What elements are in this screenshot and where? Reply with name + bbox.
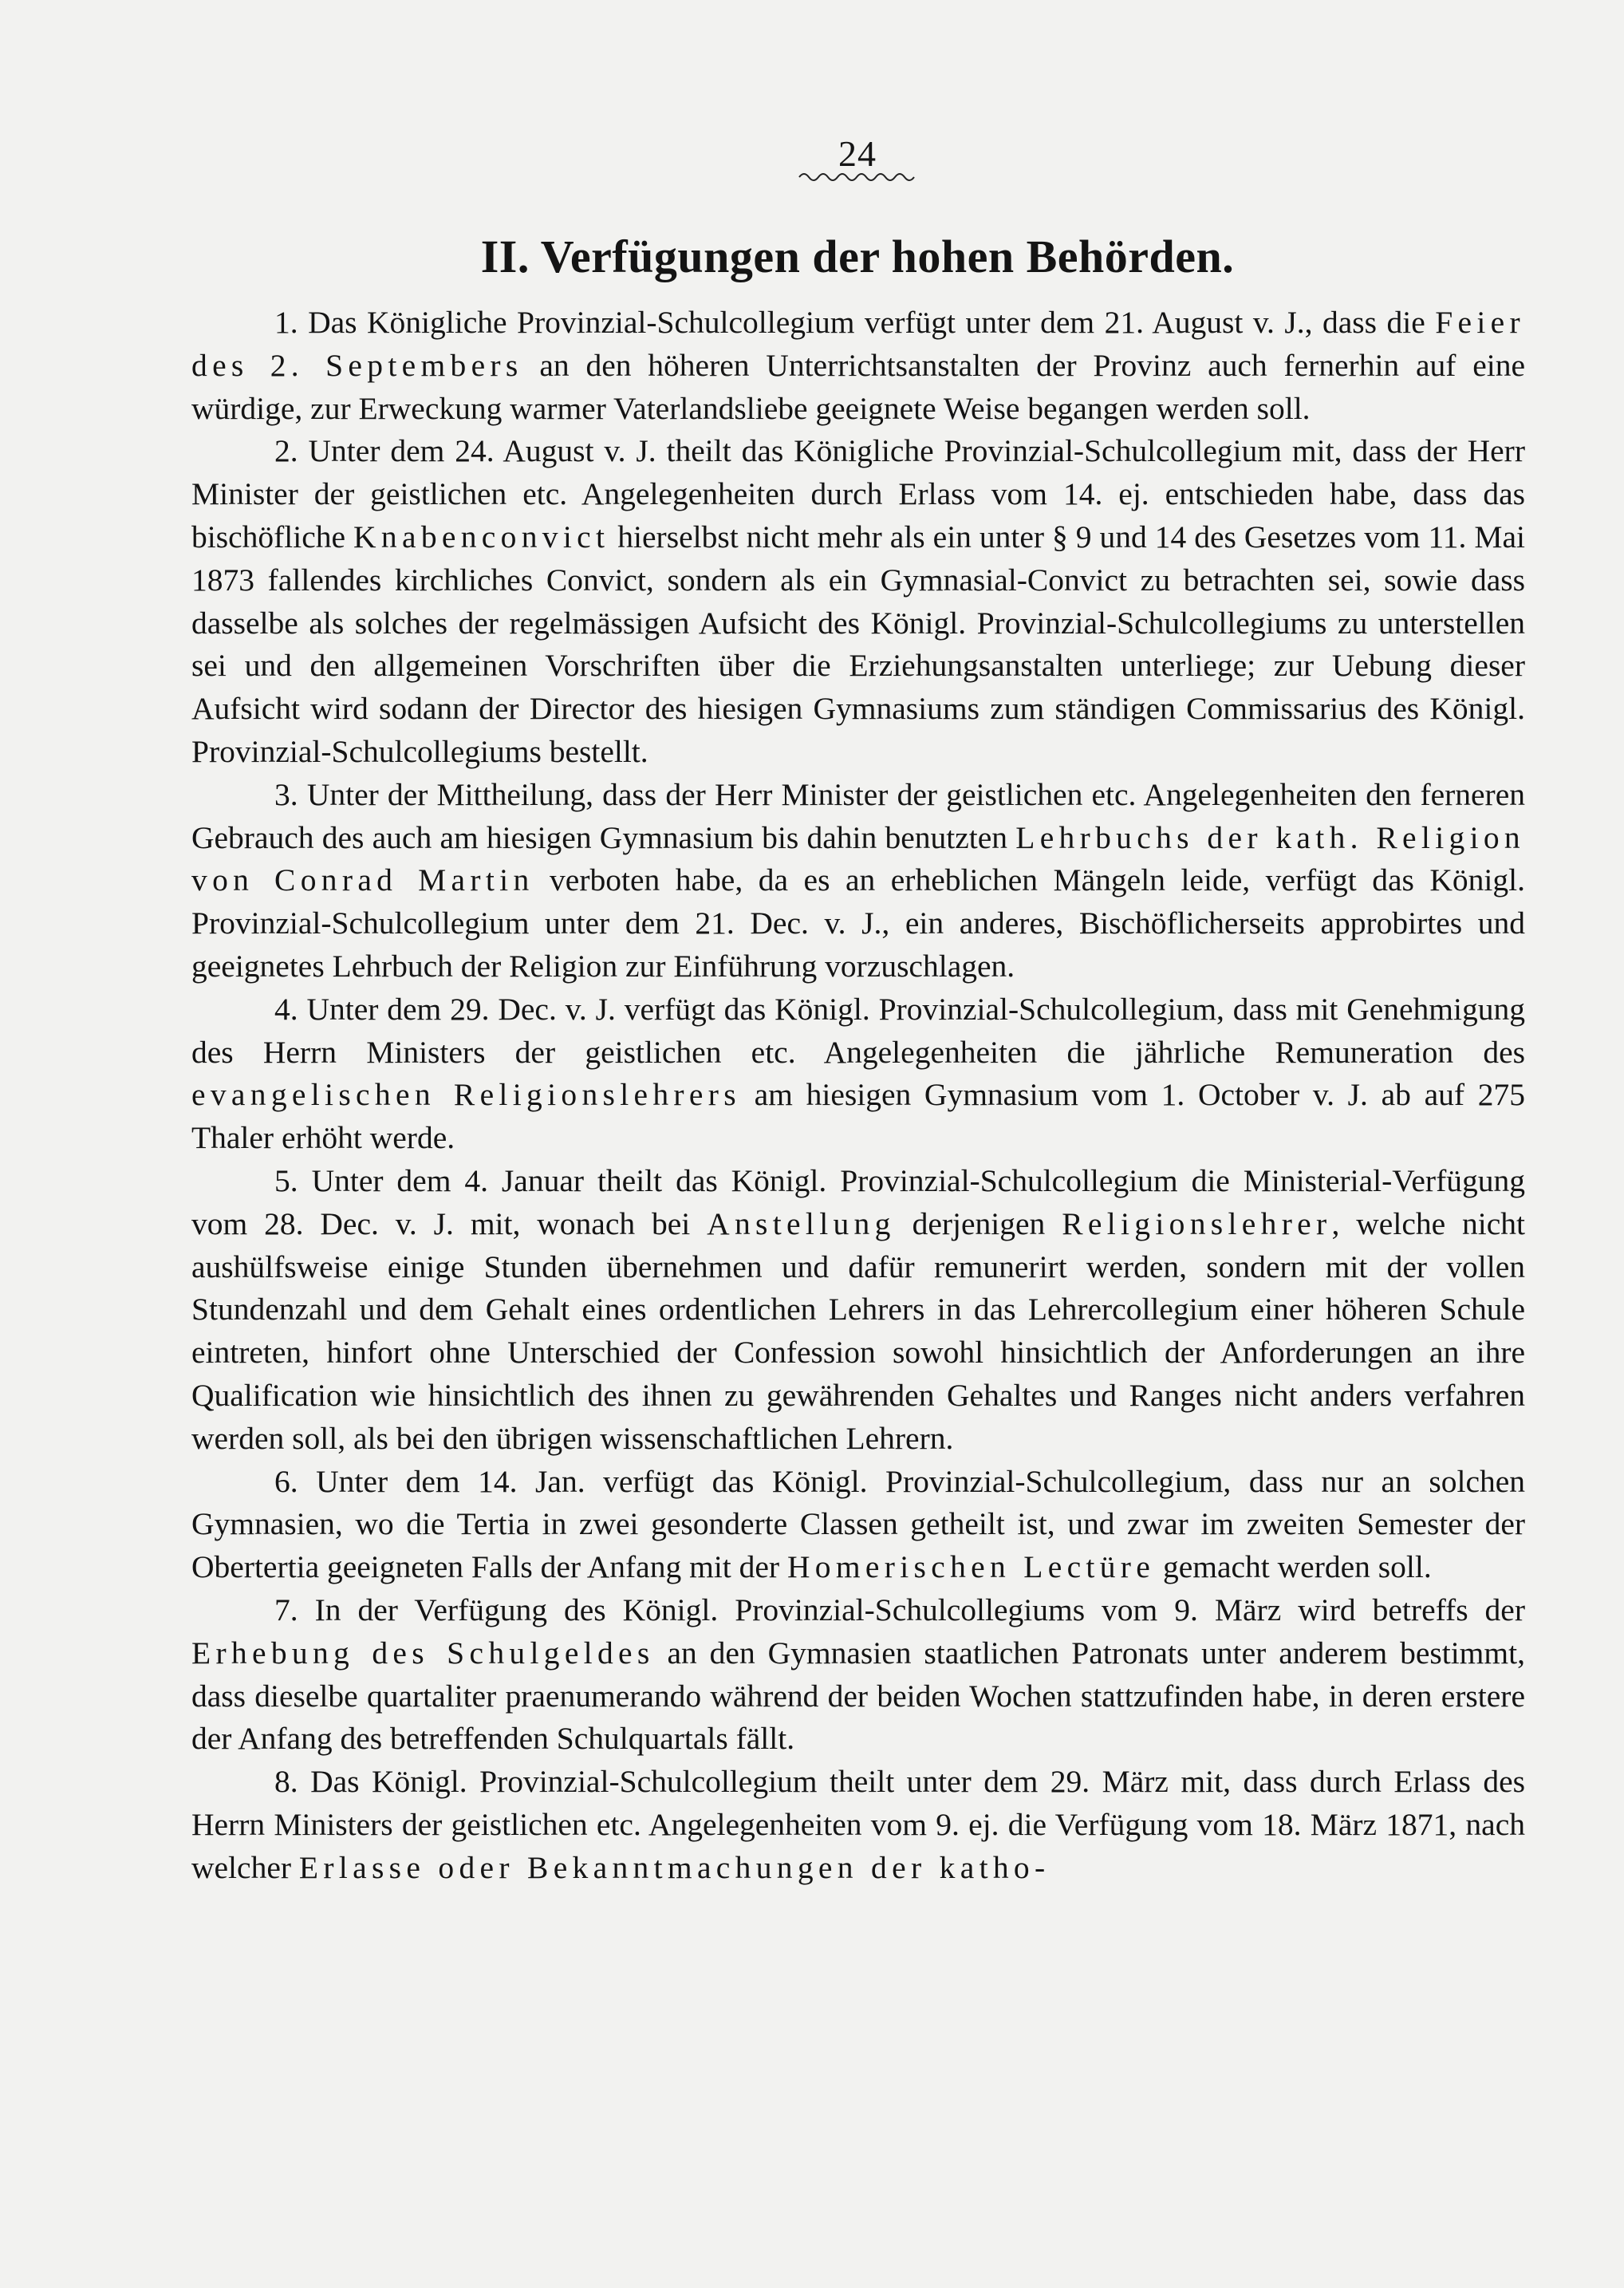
- text-run: Unter dem 14. Jan. verfügt das Königl. Provinzial-Schulcollegium, dass nur an solchen Gymnasien, wo die Tertia in zwei gesonderte Classen getheilt ist, und zwar im zweiten Semester der Obertertia geeigneten Falls der Anfang mit der: [191, 1463, 1526, 1585]
- paragraph-text: [191, 774, 1525, 988]
- paragraph-number: 4.: [274, 991, 307, 1027]
- text-run: derjenigen: [895, 1205, 1062, 1241]
- paragraph-number: 6.: [274, 1463, 317, 1499]
- paragraph: [191, 1761, 1525, 1889]
- paragraph: [191, 430, 1525, 773]
- text-run: hierselbst nicht mehr als ein unter § 9 und 14 des Gesetzes vom 11. Mai 1873 fallendes kirchliches Convict, sondern als ein Gymnasial-Convict zu betrachten sei, sowie dass dasselbe als solches der regelmässigen Aufsicht des Königl. Provinzial-Schulcollegiums zu unterstellen sei und den allgemeinen Vorschriften über die Erziehungsanstalten unterliege; zur Uebung dieser Aufsicht wird sodann der Director des hiesigen Gymnasiums zum ständigen Commissarius des Königl. Provinzial-Schulcollegiums bestellt.: [191, 519, 1526, 769]
- paragraph: [191, 302, 1525, 430]
- body-text: [191, 302, 1525, 1889]
- text-run: Unter dem 24. August v. J. theilt das Königliche Provinzial-Schulcollegium mit, dass der Herr Minister der geistlichen etc. Angelegenheiten durch Erlass vom 14. ej. entschieden habe, dass das bischöfliche: [191, 433, 1525, 554]
- paragraph-number: 3.: [274, 776, 307, 812]
- paragraph-number: 5.: [274, 1162, 312, 1198]
- paragraph-number: 7.: [274, 1592, 315, 1627]
- paragraph-text: [191, 430, 1525, 773]
- spaced-emphasis: Religionslehrer: [1062, 1205, 1332, 1241]
- spaced-emphasis: Homerischen Lectüre: [786, 1549, 1156, 1585]
- text-run: verboten habe, da es an erheblichen Mängeln leide, verfügt das Königl. Provinzial-Schulcollegium unter dem 21. Dec. v. J., ein anderes, Bischöflicherseits approbirtes und geeignetes Lehrbuch der Religion zur Einführung vorzuschlagen.: [191, 862, 1525, 984]
- text-run: gemacht werden soll.: [1155, 1549, 1432, 1585]
- text-run: Das Königliche Provinzial-Schulcollegium verfügt unter dem 21. August v. J., dass die: [308, 305, 1436, 340]
- text-run: , welche nicht aushülfsweise einige Stunden übernehmen und dafür remunerirt werden, sondern mit der vollen Stundenzahl und dem Gehalt eines ordentlichen Lehrers in das Lehrercollegium einer höheren Schule eintreten, hinfort ohne Unterschied der Confession sowohl hinsichtlich der Anforderungen an ihre Qualification wie hinsichtlich des ihnen zu gewährenden Gehaltes und Ranges nicht anders verfahren werden soll, als bei den übrigen wissenschaftlichen Lehrern.: [191, 1205, 1525, 1456]
- text-run: am hiesigen Gymnasium vom 1. October v. J. ab auf 275 Thaler erhöht werde.: [191, 1077, 1525, 1156]
- paragraph-text: [191, 1761, 1525, 1889]
- spaced-emphasis: evangelischen Religionslehrers: [191, 1077, 741, 1113]
- spaced-emphasis: Erlasse oder Bekanntmachungen der katho-: [298, 1849, 1050, 1885]
- paragraph-number: 2.: [274, 433, 309, 469]
- text-run: Unter dem 4. Januar theilt das Königl. Provinzial-Schulcollegium die Ministerial-Verfügung vom 28. Dec. v. J. mit, wonach bei: [191, 1162, 1525, 1241]
- text-run: an den Gymnasien staatlichen Patronats unter anderem bestimmt, dass dieselbe quartaliter praenumerando während der beiden Wochen stattzufinden habe, in deren erstere der Anfang des betreffenden Schulquartals fällt.: [191, 1635, 1525, 1757]
- paragraph: [191, 1160, 1525, 1461]
- paragraph-text: [191, 1589, 1525, 1761]
- spaced-emphasis: Feier des 2. Septembers: [191, 305, 1526, 383]
- paragraph-text: [191, 1461, 1525, 1589]
- wavy-rule-ornament: [798, 168, 917, 185]
- paragraph-number: 8.: [274, 1764, 311, 1800]
- text-run: an den höheren Unterrichtsanstalten der Provinz auch fernerhin auf eine würdige, zur Erweckung warmer Vaterlandsliebe geeignete Weise begangen werden soll.: [191, 347, 1525, 426]
- paragraph: [191, 1461, 1525, 1589]
- text-run: Unter dem 29. Dec. v. J. verfügt das Königl. Provinzial-Schulcollegium, dass mit Genehmigung des Herrn Ministers der geistlichen etc. Angelegenheiten die jährliche Remuneration des: [191, 991, 1525, 1070]
- paragraph: [191, 1589, 1525, 1761]
- paragraph-text: [191, 1160, 1525, 1461]
- text-run: In der Verfügung des Königl. Provinzial-Schulcollegiums vom 9. März wird betreffs der: [314, 1592, 1525, 1627]
- paragraph-text: [191, 988, 1525, 1160]
- spaced-emphasis: Knabenconvict: [353, 519, 610, 554]
- spaced-emphasis: Anstellung: [707, 1205, 896, 1241]
- text-run: Das Königl. Provinzial-Schulcollegium theilt unter dem 29. März mit, dass durch Erlass des Herrn Ministers der geistlichen etc. Angelegenheiten vom 9. ej. die Verfügung vom 18. März 1871, nach welcher: [191, 1764, 1526, 1885]
- paragraph: [191, 988, 1525, 1160]
- paragraph: [191, 774, 1525, 988]
- spaced-emphasis: Lehrbuchs der kath. Religion von Conrad Martin: [191, 819, 1525, 898]
- paragraph-text: [191, 302, 1525, 430]
- text-run: Unter der Mittheilung, dass der Herr Minister der geistlichen etc. Angelegenheiten den ferneren Gebrauch des auch am hiesigen Gymnasium bis dahin benutzten: [191, 776, 1525, 855]
- spaced-emphasis: Erhebung des Schulgeldes: [191, 1635, 655, 1671]
- paragraph-number: 1.: [274, 305, 309, 340]
- section-heading: II. Verfügungen der hohen Behörden.: [480, 231, 1235, 282]
- page-number: 24: [838, 133, 877, 174]
